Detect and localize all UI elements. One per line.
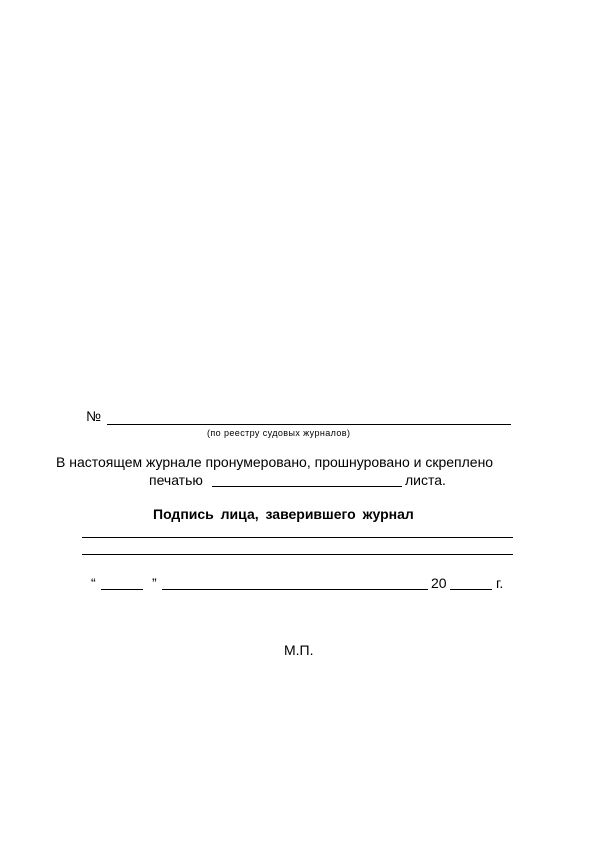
seal-sheet-count-field[interactable]	[212, 486, 402, 487]
day-field[interactable]	[101, 589, 143, 590]
registry-number-field[interactable]	[107, 424, 511, 425]
signature-line-1[interactable]	[82, 537, 513, 538]
open-quote: “	[91, 575, 96, 591]
statement-suffix: листа.	[405, 472, 446, 488]
year-field[interactable]	[450, 589, 492, 590]
year-prefix: 20	[431, 575, 447, 591]
signature-heading: Подпись лица, заверившего журнал	[153, 506, 414, 522]
statement-line-1: В настоящем журнале пронумеровано, прошнуровано и скреплено	[56, 454, 494, 470]
close-quote: ”	[152, 575, 157, 591]
registry-caption: (по реестру судовых журналов)	[207, 428, 351, 438]
stamp-place-label: М.П.	[284, 642, 314, 658]
year-suffix: г.	[496, 575, 504, 591]
month-field[interactable]	[162, 589, 428, 590]
signature-line-2[interactable]	[82, 554, 513, 555]
statement-prefix: печатью	[149, 472, 203, 488]
number-symbol: №	[86, 408, 102, 424]
